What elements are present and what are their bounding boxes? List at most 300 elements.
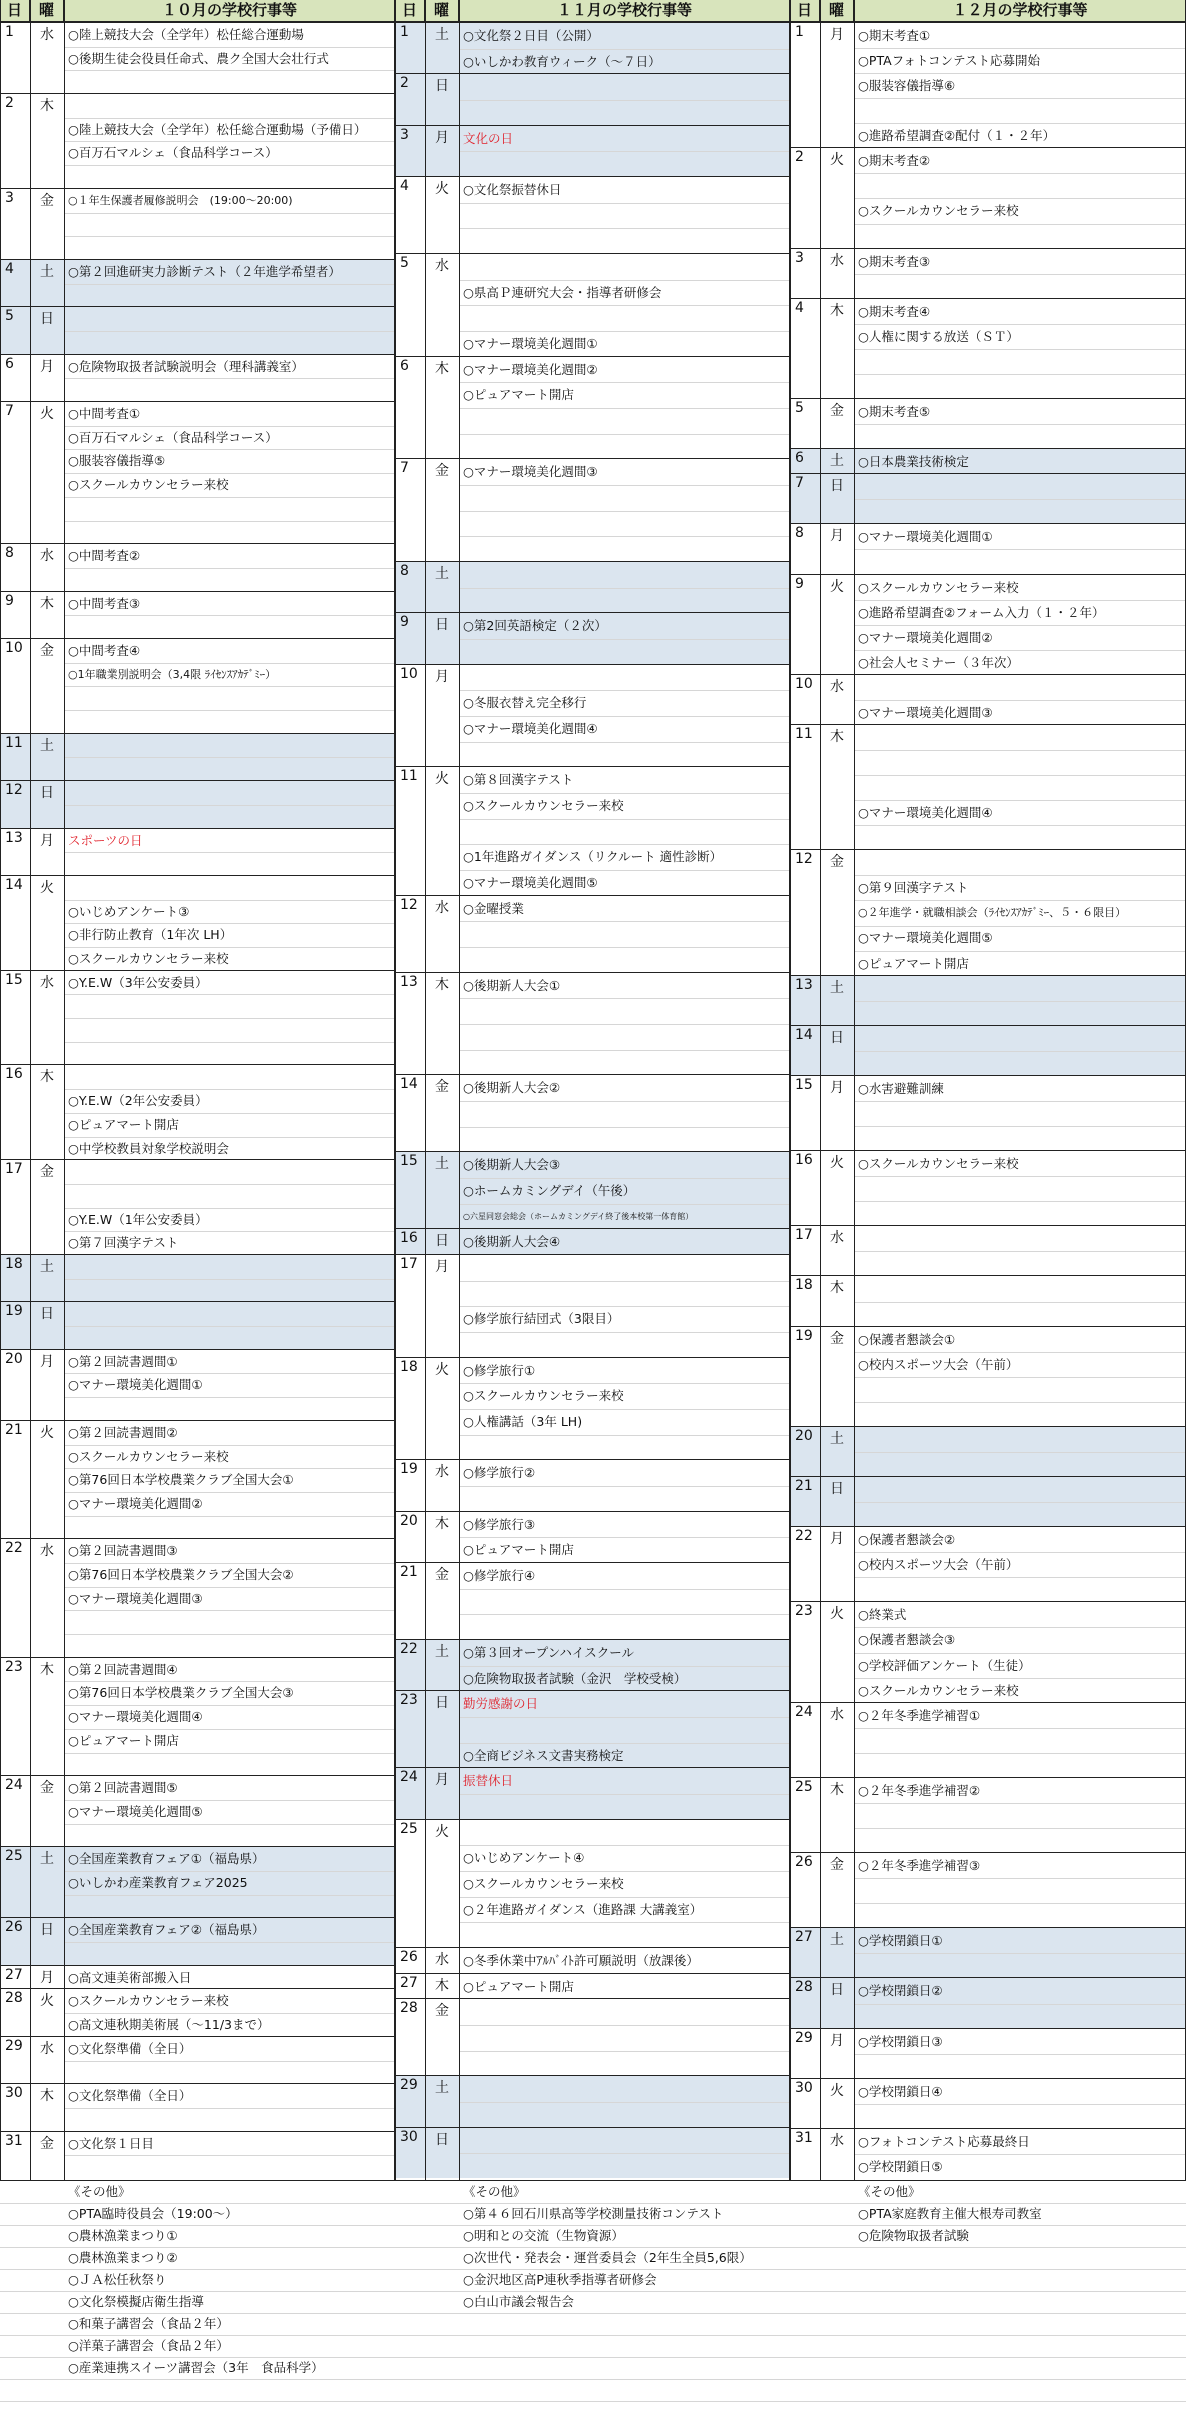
event-item: ○非行防止教育（1年次 LH）: [68, 927, 233, 943]
weekday: 月: [435, 129, 449, 146]
day-number: 18: [400, 1358, 418, 1375]
day-number: 18: [795, 1277, 813, 1294]
day-number: 26: [795, 1854, 813, 1871]
weekday: 木: [40, 2088, 54, 2105]
weekday: 水: [830, 252, 844, 269]
event-item: ○マナー環境美化週間④: [463, 720, 598, 736]
day-row: [0, 1846, 395, 1917]
event-item: ○ピュアマート開店: [68, 1116, 179, 1132]
event-item: [68, 1753, 391, 1777]
event-item: [68, 1895, 391, 1919]
event-item: [68, 1326, 391, 1350]
day-row: [0, 1538, 395, 1656]
event-item: [858, 474, 1182, 499]
month-column: [790, 0, 1186, 2180]
row-gridline: [0, 2401, 1186, 2402]
event-list: [463, 1948, 786, 1974]
day-row: [0, 1349, 395, 1420]
day-number: 19: [795, 1327, 813, 1344]
event-item: ○文化祭準備（全日）: [68, 2088, 192, 2104]
day-row: [395, 1074, 790, 1151]
event-item: [858, 1251, 1182, 1276]
others-item: ○農林漁業まつり②: [68, 2250, 178, 2265]
event-item: ○マナー環境美化週間②: [463, 361, 598, 377]
day-row: [395, 1254, 790, 1357]
others-item: ○金沢地区高P連秋季指導者研修会: [463, 2272, 657, 2287]
event-item: [858, 1377, 1182, 1402]
event-item: ○マナー環境美化週間④: [858, 805, 993, 821]
event-item: ○第２回進研実力診断テスト（２年進学希望者）: [68, 263, 341, 279]
event-list: [68, 1847, 391, 1918]
event-item: [463, 485, 786, 511]
event-item: [858, 1878, 1182, 1903]
event-item: [858, 1402, 1182, 1427]
weekday: 土: [435, 27, 449, 43]
day-row: [0, 828, 395, 875]
event-item: ○ピュアマート開店: [463, 1978, 574, 1994]
weekday: 水: [830, 678, 844, 695]
event-item: ○第８回漢字テスト: [463, 772, 574, 788]
event-list: [68, 876, 391, 971]
weekday: 木: [435, 360, 449, 377]
event-list: [463, 74, 786, 125]
event-list: [68, 189, 391, 260]
weekday: 土: [435, 1644, 449, 1660]
day-row: [790, 1702, 1186, 1777]
event-item: [858, 1101, 1182, 1126]
event-item: [858, 775, 1182, 800]
event-list: [858, 474, 1182, 524]
weekday: 火: [435, 771, 449, 788]
day-row: [0, 2083, 395, 2130]
event-item: ○期末考査④: [858, 303, 931, 319]
weekday: 木: [435, 976, 449, 993]
event-item: [858, 1477, 1182, 1502]
event-list: [858, 1527, 1182, 1602]
event-list: [68, 1539, 391, 1657]
weekday: 月: [435, 668, 449, 685]
day-number: 19: [5, 1303, 23, 1320]
day-number: 3: [795, 249, 804, 266]
day-row: [395, 1511, 790, 1562]
event-item: [463, 742, 786, 768]
event-item: [68, 757, 391, 781]
column-divider: [459, 0, 460, 2180]
day-row: [0, 1064, 395, 1159]
event-item: [858, 2004, 1182, 2029]
event-item: [463, 1589, 786, 1615]
event-item: ○２年冬季進学補習③: [858, 1858, 981, 1874]
day-number: 21: [795, 1478, 813, 1495]
event-item: ○日本農業技術検定: [858, 454, 969, 470]
day-row: [0, 1775, 395, 1846]
weekday: 火: [435, 1823, 449, 1840]
others-heading: 《その他》: [68, 2184, 131, 2199]
day-number: 7: [795, 475, 804, 492]
event-item: ○スクールカウンセラー来校: [858, 579, 1019, 595]
month-column: [0, 0, 395, 2180]
others-item: ○文化祭模擬店衛生指導: [68, 2294, 204, 2309]
weekday: 木: [435, 1977, 449, 1994]
event-item: [463, 1820, 786, 1846]
event-item: ○六星同窓会総会（ホームカミングデイ終了後本校第一体育館）: [463, 1211, 694, 1221]
event-item: [463, 1922, 786, 1948]
day-row: [395, 664, 790, 767]
weekday: 火: [830, 578, 844, 595]
event-item: [68, 994, 391, 1018]
event-list: [463, 23, 786, 74]
event-list: [858, 23, 1182, 148]
event-item: ○第76回日本学校農業クラブ全国大会①: [68, 1472, 294, 1488]
event-item: [463, 921, 786, 947]
weekday: 月: [830, 1079, 844, 1096]
event-item: [858, 825, 1182, 850]
event-item: [68, 236, 391, 260]
weekday: 土: [435, 1156, 449, 1173]
event-item: ○第２回読書週間①: [68, 1353, 178, 1369]
event-item: [463, 1050, 786, 1076]
weekday: 水: [435, 1952, 449, 1968]
event-item: ○マナー環境美化週間③: [463, 464, 598, 480]
day-number: 15: [5, 971, 23, 988]
event-item: [858, 725, 1182, 750]
day-row: [0, 1301, 395, 1348]
event-item: ○２年進路ガイダンス（進路課 大講義室）: [463, 1901, 703, 1917]
event-item: ○危険物取扱者試験（金沢 学校受検）: [463, 1670, 687, 1686]
day-row: [790, 298, 1186, 398]
day-row: [790, 1426, 1186, 1476]
event-item: ○修学旅行③: [463, 1516, 536, 1532]
event-list: [68, 1255, 391, 1302]
weekday: 日: [40, 785, 54, 802]
weekday: 月: [40, 1969, 54, 1986]
event-list: [858, 850, 1182, 975]
day-row: [0, 1159, 395, 1254]
event-list: [463, 1640, 786, 1691]
event-item: [858, 549, 1182, 574]
event-list: [463, 1460, 786, 1511]
event-item: ○後期新人大会②: [463, 1080, 561, 1096]
event-item: [68, 284, 391, 308]
event-item: [68, 1279, 391, 1303]
day-row: [790, 398, 1186, 448]
event-list: [858, 1477, 1182, 1527]
event-item: [463, 1717, 786, 1743]
day-row: [0, 638, 395, 733]
day-row: [790, 1927, 1186, 1977]
event-item: ○マナー環境美化週間⑤: [68, 1803, 203, 1819]
event-item: [463, 434, 786, 460]
day-number: 25: [400, 1820, 418, 1837]
day-row: [395, 1998, 790, 2075]
row-gridline: [0, 2357, 1186, 2358]
event-item: [463, 305, 786, 331]
event-list: [68, 307, 391, 354]
event-item: [68, 615, 391, 639]
weekday: 火: [40, 1993, 54, 2010]
event-list: [858, 1076, 1182, 1151]
event-item: ○いじめアンケート③: [68, 903, 190, 919]
event-item: ○第２回読書週間③: [68, 1543, 178, 1559]
weekday: 金: [40, 1780, 54, 1797]
event-item: [68, 1942, 391, 1966]
weekday: 木: [830, 728, 844, 745]
day-number: 14: [795, 1026, 813, 1043]
event-list: [858, 725, 1182, 850]
event-item: ○マナー環境美化週間②: [68, 1495, 203, 1511]
month-title: １０月の学校行事等: [161, 1, 297, 19]
day-row: [790, 1326, 1186, 1426]
day-number: 4: [5, 260, 14, 277]
weekday: 日: [40, 1922, 54, 1939]
day-number: 22: [5, 1540, 23, 1557]
event-list: [858, 399, 1182, 449]
day-number: 30: [5, 2085, 23, 2102]
event-item: ○後期新人大会④: [463, 1234, 561, 1250]
day-row: [790, 248, 1186, 298]
row-gridline: [0, 2379, 1186, 2380]
day-number: 2: [400, 75, 409, 92]
event-item: [68, 70, 391, 94]
event-item: ○１年生保護者履修説明会 (19:00～20:00): [68, 193, 293, 207]
month-header: [395, 0, 790, 22]
weekday: 金: [40, 1164, 54, 1181]
weekday: 月: [830, 1531, 844, 1548]
event-item: ○文化祭準備（全日）: [68, 2040, 192, 2056]
day-row: [395, 612, 790, 663]
event-item: [463, 1794, 786, 1820]
row-gridline: [0, 2225, 1186, 2226]
event-item: [68, 378, 391, 402]
weekday: 水: [40, 2040, 54, 2057]
weekday: 水: [830, 1230, 844, 1247]
weekday: 日: [435, 617, 449, 634]
weekday: 月: [830, 2032, 844, 2049]
weekday: 月: [40, 358, 54, 375]
day-number: 25: [795, 1778, 813, 1795]
event-item: [858, 750, 1182, 775]
event-item: [463, 74, 786, 100]
day-row: [790, 674, 1186, 724]
day-number: 26: [5, 1919, 23, 1936]
event-list: [463, 665, 786, 768]
event-item: ○第76回日本学校農業クラブ全国大会②: [68, 1566, 294, 1582]
others-item: ○和菓子講習会（食品２年）: [68, 2316, 229, 2331]
event-item: ○学校閉鎖日②: [858, 1983, 943, 1999]
day-row: [395, 1357, 790, 1460]
day-row: [395, 766, 790, 894]
day-number: 5: [400, 255, 409, 271]
event-item: ○中学校教員対象学校説明会: [68, 1140, 229, 1156]
day-row: [790, 1601, 1186, 1701]
event-list: [68, 355, 391, 402]
event-list: [858, 2029, 1182, 2079]
event-list: [858, 1151, 1182, 1226]
event-list: [463, 1768, 786, 1819]
weekday-header: 曜: [820, 0, 854, 21]
event-item: [68, 1042, 391, 1066]
event-item: [858, 1728, 1182, 1753]
day-number: 27: [400, 1974, 418, 1991]
event-list: [68, 734, 391, 781]
weekday: 水: [435, 899, 449, 916]
weekday: 土: [830, 453, 844, 470]
event-list: [463, 459, 786, 562]
event-item: [858, 224, 1182, 249]
weekday: 火: [830, 2082, 844, 2099]
event-item: ○第2回英語検定（２次）: [463, 618, 607, 634]
day-row: [790, 2128, 1186, 2178]
row-gridline: [0, 2203, 1186, 2204]
event-list: [68, 971, 391, 1066]
day-row: [0, 22, 395, 93]
event-item: 文化の日: [463, 130, 514, 146]
day-row: [395, 356, 790, 459]
event-item: [858, 274, 1182, 299]
event-list: [858, 1602, 1182, 1702]
weekday: 日: [830, 478, 844, 495]
event-item: ○後期新人大会①: [463, 977, 561, 993]
day-number: 12: [400, 896, 418, 913]
event-list: [858, 249, 1182, 299]
weekday: 水: [435, 258, 449, 274]
event-item: ○第２回読書週間⑤: [68, 1780, 178, 1796]
event-item: ○第２回読書週間④: [68, 1661, 178, 1677]
event-list: [68, 639, 391, 734]
weekday: 日: [435, 2131, 449, 2148]
event-item: ○修学旅行④: [463, 1568, 536, 1583]
event-item: [68, 521, 391, 545]
day-number: 24: [5, 1777, 23, 1794]
event-list: [463, 613, 786, 664]
others-column: [68, 2181, 391, 2379]
event-item: ○スクールカウンセラー来校: [68, 477, 229, 493]
event-item: [858, 2104, 1182, 2129]
event-item: ○スクールカウンセラー来校: [463, 1875, 624, 1891]
others-item: ○農林漁業まつり①: [68, 2228, 178, 2243]
day-row: [395, 125, 790, 176]
event-item: [68, 2155, 391, 2179]
event-list: [68, 1966, 391, 1990]
day-number: 28: [5, 1990, 23, 2007]
day-number: 1: [5, 24, 14, 40]
event-list: [858, 1276, 1182, 1326]
day-number: 20: [5, 1350, 23, 1367]
event-item: ○ピュアマート開店: [68, 1732, 179, 1748]
event-item: ○いしかわ教育ウィーク（～７日）: [463, 53, 661, 69]
event-item: ○スクールカウンセラー来校: [68, 1993, 229, 2009]
event-list: [463, 1255, 786, 1358]
event-item: ○Y.E.W（1年公安委員）: [68, 1211, 208, 1227]
column-divider: [30, 0, 31, 2180]
day-number: 30: [400, 2128, 418, 2145]
event-item: ○いじめアンケート④: [463, 1850, 585, 1866]
month-column: [395, 0, 790, 2180]
event-item: [858, 1903, 1182, 1928]
weekday: 日: [40, 1306, 54, 1323]
event-item: ○学校閉鎖日④: [858, 2083, 943, 2099]
event-item: [68, 876, 391, 900]
event-list: [68, 781, 391, 828]
event-item: [463, 1281, 786, 1307]
day-number: 9: [400, 614, 409, 631]
event-item: ○第９回漢字テスト: [858, 880, 969, 896]
day-row: [395, 1228, 790, 1254]
event-item: [68, 1255, 391, 1279]
day-row: [790, 22, 1186, 147]
event-item: [68, 1516, 391, 1540]
weekday: 水: [830, 2132, 844, 2149]
column-divider: [790, 0, 791, 2180]
event-item: ○ピュアマート開店: [463, 1542, 574, 1558]
others-item: ○明和との交流（生物資源）: [463, 2228, 624, 2243]
event-list: [858, 1327, 1182, 1427]
day-row: [790, 523, 1186, 573]
event-item: ○後期新人大会③: [463, 1157, 561, 1173]
weekday: 土: [40, 737, 54, 754]
event-list: [68, 1302, 391, 1349]
event-list: [858, 1978, 1182, 2028]
day-number: 8: [795, 525, 804, 542]
event-item: [463, 1435, 786, 1461]
day-row: [0, 970, 395, 1065]
event-list: [858, 524, 1182, 574]
weekday: 土: [830, 1430, 844, 1447]
event-item: [68, 781, 391, 805]
event-item: ○期末考査①: [858, 28, 931, 43]
event-list: [68, 260, 391, 307]
day-header: 日: [0, 0, 30, 21]
day-row: [0, 2036, 395, 2083]
day-number: 28: [795, 1979, 813, 1996]
event-item: スポーツの日: [68, 832, 143, 848]
event-list: [463, 1820, 786, 1948]
event-item: ○第２回読書週間②: [68, 1424, 178, 1440]
weekday: 木: [830, 302, 844, 319]
event-item: [68, 805, 391, 829]
day-number: 1: [400, 24, 409, 40]
day-number: 9: [795, 575, 804, 592]
event-list: [858, 1026, 1182, 1076]
day-number: 11: [5, 734, 23, 751]
event-item: [463, 1614, 786, 1640]
event-list: [858, 2129, 1182, 2179]
day-row: [790, 1852, 1186, 1927]
row-gridline: [0, 2335, 1186, 2336]
day-number: 4: [400, 178, 409, 194]
day-number: 23: [5, 1658, 23, 1675]
event-list: [463, 2076, 786, 2127]
weekday: 土: [40, 263, 54, 280]
event-list: [68, 544, 391, 591]
event-item: [463, 562, 786, 588]
event-item: [858, 1201, 1182, 1226]
weekday: 日: [40, 311, 54, 328]
weekday: 土: [830, 979, 844, 996]
day-number: 31: [5, 2132, 23, 2149]
event-item: ○文化祭振替休日: [463, 182, 562, 197]
weekday: 日: [435, 1233, 449, 1250]
event-item: [68, 568, 391, 592]
day-row: [790, 1275, 1186, 1325]
event-item: [463, 2102, 786, 2128]
event-item: ○百万石マルシェ（食品科学コース）: [68, 429, 278, 445]
event-item: ○２年進学・就職相談会（ﾗｲｾﾝｽｱｶﾃﾞﾐｰ、５・６限目）: [858, 906, 1127, 920]
event-item: ○中間考査②: [68, 548, 141, 564]
day-number: 15: [400, 1153, 418, 1170]
day-row: [0, 591, 395, 638]
event-item: ○ホームカミングデイ（午後）: [463, 1182, 636, 1198]
